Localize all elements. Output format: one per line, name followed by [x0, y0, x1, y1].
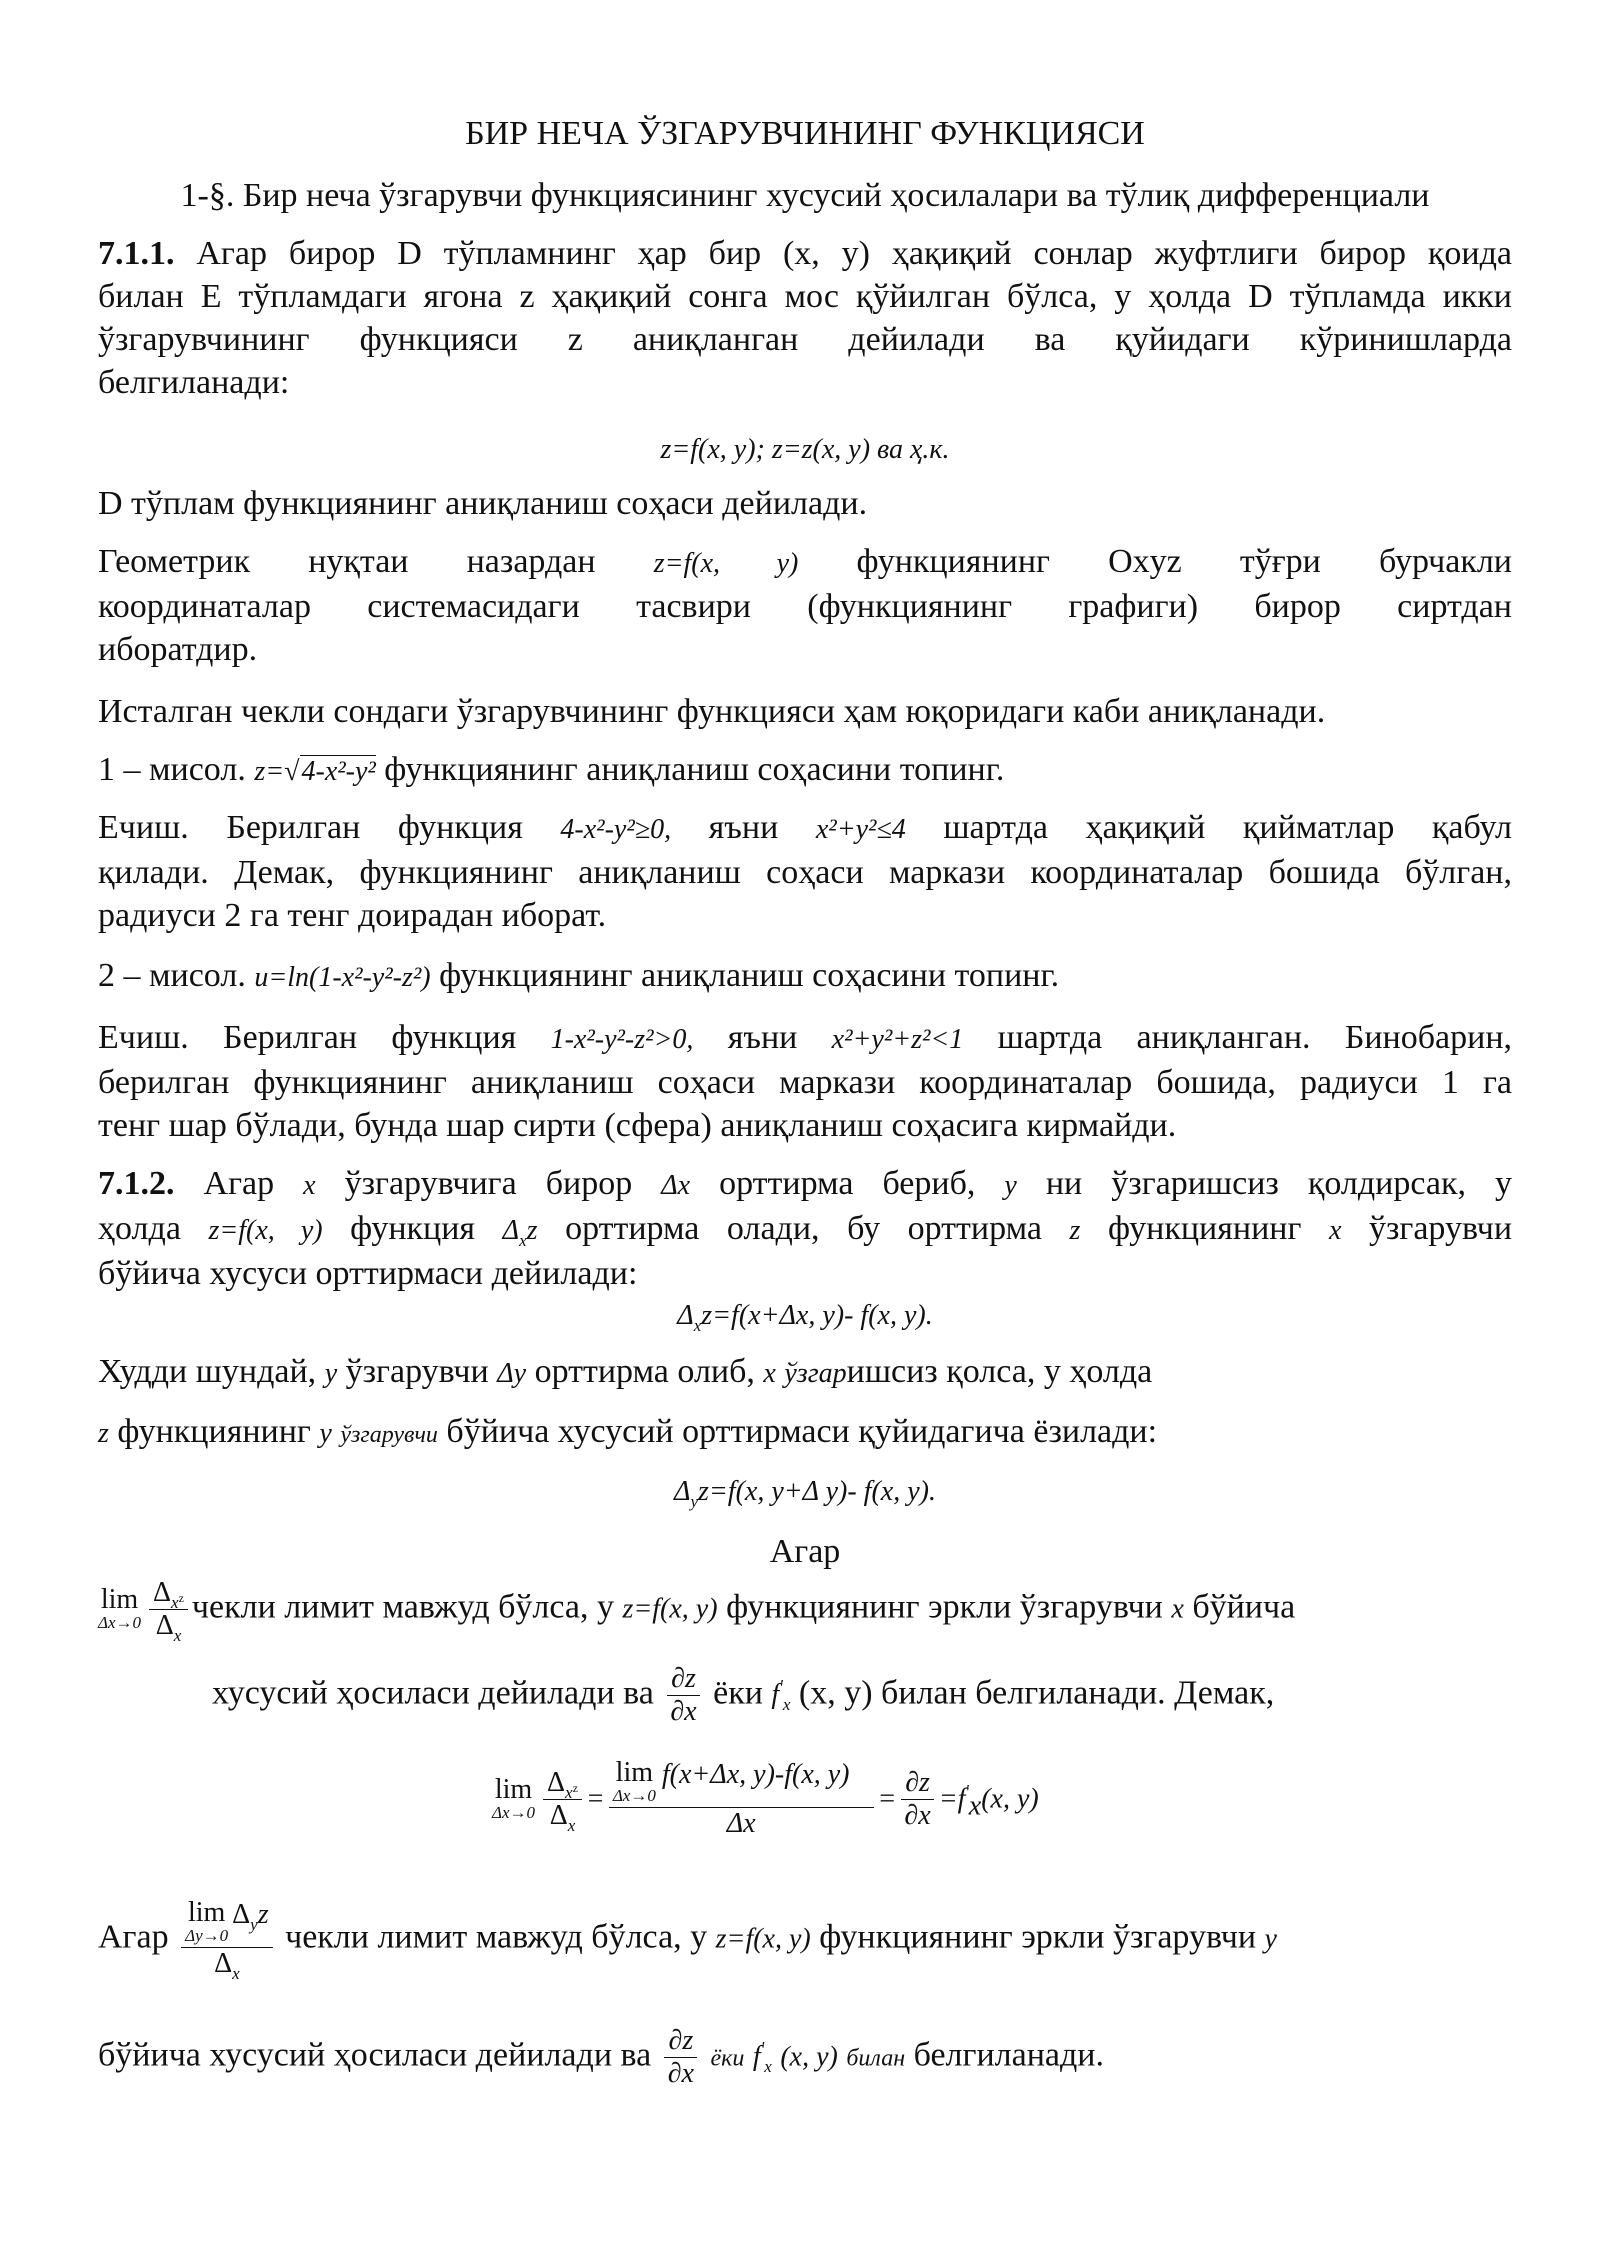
ex2-formula: u=ln(1-x²-y²-z²): [254, 962, 431, 993]
partial-frac-1: [666, 1664, 700, 1727]
p712-number: 7.1.2.: [98, 1165, 175, 1202]
last-a: чекли лимит мавжуд бўлса, у: [285, 1918, 708, 1956]
geom-line1: [98, 540, 1512, 585]
p712-l2b: функция: [350, 1210, 476, 1247]
formula-function-notation: [98, 426, 1512, 471]
lim-frac-y-den: $\Delta_x$: [214, 1948, 240, 1983]
sol2-f1: 1-x²-y²-z²>0,: [550, 1024, 694, 1055]
p712-delta: Δ: [502, 1215, 520, 1246]
sol2-line1: [98, 1016, 1512, 1061]
rhs-f: =f: [938, 1783, 966, 1815]
sqrt-sign: √: [284, 756, 300, 787]
solution-2: [98, 1016, 1512, 1147]
lim-y-delta: $\Delta_yz$: [232, 1899, 269, 1934]
formula-partial-increment-y: [98, 1468, 1512, 1513]
frac1-den: $\Delta_x$: [155, 1610, 182, 1645]
lim-sub-1: Δx→0: [98, 1612, 142, 1632]
p712-l2d: функциянинг: [1107, 1210, 1302, 1247]
last-agar: Агар: [98, 1918, 169, 1956]
lim-frac-y: [181, 1897, 273, 1983]
chapter-title: БИР НЕЧА ЎЗГАРУВЧИНИНГ ФУНКЦИЯСИ: [465, 115, 1145, 152]
fx-prime-2: $f'_x$: [752, 2038, 772, 2077]
lim-c: бўйича: [1192, 1588, 1296, 1626]
lim-f: z=f(x, y): [622, 1593, 718, 1625]
lim-word-1: lim: [100, 1583, 139, 1615]
sim-l2-z: z: [98, 1418, 109, 1449]
p712-y: y: [1004, 1170, 1017, 1201]
delta-y: Δ: [232, 1899, 251, 1930]
lim-l2b: ёки: [713, 1674, 763, 1712]
eq-2: =: [877, 1783, 897, 1815]
lim-block-3: [612, 1757, 656, 1806]
agar-center: Агар: [769, 1533, 841, 1570]
sol1-a: Ечиш. Берилган функция: [98, 809, 523, 846]
lim-block-1: [98, 1583, 142, 1633]
sim-l2a: функциянинг: [117, 1413, 311, 1450]
solution-1: [98, 806, 1512, 937]
sim-y: y: [324, 1358, 338, 1389]
section-heading: 1-§. Бир неча ўзгарувчи функциясининг хусусий ҳосилалари ва тўлиқ дифференциали: [180, 177, 1430, 214]
lim-l2a: хусусий ҳосиласи дейилади ва: [212, 1674, 654, 1712]
pf2-den: ∂x: [904, 1800, 931, 1831]
rhs-arg: (x, y): [981, 1783, 1039, 1815]
p711-text1: Агар бирор D тўпламнинг ҳар бир (x, y) ҳақиқий сонлар жуфтлиги бирор қоида: [196, 235, 1513, 272]
p712-l1c: орттирма бериб,: [719, 1165, 976, 1202]
last-l2a: бўйича хусусий ҳосиласи дейилади ва: [98, 2036, 652, 2074]
pf1-num: ∂z: [667, 1664, 700, 1696]
p712-dx: Δx: [661, 1170, 691, 1201]
lim-l2c: (x, y) билан белгиланади. Демак,: [798, 1674, 1275, 1712]
sol1-c: шартда ҳақиқий қийматлар қабул: [943, 809, 1512, 846]
rhs-sub: x: [968, 1790, 982, 1822]
lim-word-4: lim: [187, 1897, 226, 1928]
rhs-prime: ': [965, 1782, 969, 1800]
formula1-text: z=f(x, y); z=z(x, y) ва ҳ.к.: [660, 434, 950, 465]
f2-delta: $\Delta_x$: [677, 1300, 702, 1335]
p712-l1a: Агар: [203, 1165, 275, 1202]
p712-delta-sub: x: [519, 1231, 527, 1250]
p712-line3: бўйича хусуси орттирмаси дейилади:: [98, 1255, 638, 1292]
similar-line2: [98, 1410, 1512, 1457]
fx-prime: $f'_x$: [771, 1676, 791, 1715]
paragraph-7-1-2: [98, 1162, 1512, 1295]
geom-line3: иборатдир.: [98, 631, 258, 668]
example-1: [98, 748, 1512, 793]
lim-frac-1: [149, 1577, 188, 1645]
pf2-num: ∂z: [901, 1768, 934, 1800]
example-2: [98, 954, 1512, 999]
partial-y-line2: [98, 2026, 1512, 2089]
p712-delta-z: z: [526, 1215, 538, 1246]
sim-a: Худди шундай,: [98, 1353, 317, 1390]
sol2-a: Ечиш. Берилган функция: [98, 1019, 517, 1056]
last-y: y: [1264, 1923, 1277, 1955]
limit-definition-line2: [212, 1664, 1512, 1727]
last-b: функциянинг эркли ўзгарувчи: [819, 1918, 1257, 1956]
ex1-lhs: z=: [254, 756, 285, 787]
p711-line4: белгиланади:: [98, 364, 290, 401]
partial-frac-3: [664, 2026, 698, 2089]
paragraph-geometric: [98, 540, 1512, 671]
frac2-den: $\Delta_x$: [549, 1800, 576, 1835]
last-arg: (x, y): [780, 2041, 838, 2073]
sol2-b: яъни: [727, 1019, 798, 1056]
lim-sub-3: Δx→0: [612, 1786, 656, 1805]
frac2-num: $\Delta_{x^z}$: [543, 1768, 582, 1800]
last-eki: ёки: [710, 2045, 745, 2072]
sol1-f2: x²+y²≤4: [815, 814, 906, 845]
lim-frac-y-num: [181, 1897, 273, 1948]
sim-x: x: [763, 1358, 776, 1389]
lim-x: x: [1171, 1593, 1184, 1625]
sol1-line3: радиуси 2 га тенг доирадан иборат.: [98, 897, 607, 934]
lim-block-4: [185, 1897, 229, 1946]
formula2-text: z=f(x+Δx, y)- f(x, y).: [701, 1300, 933, 1331]
last-bilan: билан: [846, 2045, 906, 2072]
sim-dy: Δy: [497, 1358, 527, 1389]
sol2-c: шартда аниқланган. Бинобарин,: [997, 1019, 1513, 1056]
lim-sub-4: Δy→0: [185, 1926, 229, 1945]
lim-b: функциянинг эркли ўзгарувчи: [726, 1588, 1163, 1626]
p711-number: 7.1.1.: [98, 235, 175, 272]
pf3-den: ∂x: [667, 2058, 694, 2089]
partial-frac-2: [900, 1768, 934, 1831]
sol2-line3: тенг шар бўлади, бунда шар сирти (сфера) аниқланиш соҳасига кирмайди.: [98, 1107, 1177, 1144]
limit-definition-line1: [98, 1577, 1512, 1645]
ex2-text: функциянинг аниқланиш соҳасини топинг.: [439, 957, 1060, 994]
geom-text-a: Геометрик нуқтаи назардан: [98, 543, 596, 580]
sim-l2b: бўйича хусусий орттирмаси қуйидагича ёзилади:: [446, 1413, 1158, 1450]
big-num-text: f(x+Δx, y)-f(x, y): [661, 1759, 850, 1790]
ex1-label: 1 – мисол.: [98, 751, 246, 788]
p712-l2a: ҳолда: [98, 1210, 181, 1247]
big-frac-den: Δx: [726, 1808, 756, 1839]
eq-1: =: [585, 1783, 605, 1815]
formula-partial-increment-x: [98, 1292, 1512, 1337]
p712-line2: [98, 1207, 1512, 1252]
sol1-line1: [98, 806, 1512, 851]
sim-l2-it: ўзгарувчи: [340, 1422, 438, 1448]
p712-l2c: орттирма олади, бу орттирма: [565, 1210, 1042, 1247]
geom-formula: z=f(x, y): [653, 548, 799, 579]
geom-text-b: функциянинг Oxyz тўғри бурчакли: [856, 543, 1513, 580]
sol1-line2: қилади. Демак, функциянинг аниқланиш соҳаси маркази координаталар бошида бўлган,: [98, 854, 1512, 891]
ex1-text: функциянинг аниқланиш соҳасини топинг.: [384, 751, 1005, 788]
similar-line1: [98, 1350, 1512, 1395]
big-frac: [609, 1757, 874, 1839]
partial-y-line1: [98, 1897, 1512, 1983]
pf3-num: ∂z: [664, 2026, 697, 2058]
p712-x: x: [303, 1170, 316, 1201]
derivative-formula: [492, 1757, 1292, 1839]
p712-zf: z=f(x, y): [208, 1215, 323, 1246]
sim-b: ўзгарувчи: [345, 1353, 489, 1390]
p712-l2e: ўзгарувчи: [1368, 1210, 1513, 1247]
lim-sub-2: Δx→0: [492, 1802, 536, 1822]
p712-l1b: ўзгарувчига бирор: [344, 1165, 633, 1202]
sim-d: ишсиз қолса, у ҳолда: [846, 1353, 1153, 1390]
p712-l1d: ни ўзгаришсиз қолдирсак, у: [1045, 1165, 1512, 1202]
sol2-line2: берилган функциянинг аниқланиш соҳаси маркази координаталар бошида, радиуси 1 га: [98, 1064, 1512, 1101]
f3-delta: $\Delta_y$: [674, 1476, 699, 1511]
geom-line2: координаталар системасидаги тасвири (функциянинг графиги) бирор сиртдан: [98, 588, 1512, 625]
p712-x2: x: [1328, 1215, 1342, 1246]
any-variables-text: Исталган чекли сондаги ўзгарувчининг функцияси ҳам юқоридаги каби аниқланади.: [98, 693, 1326, 730]
sol2-f2: x²+y²+z²<1: [831, 1024, 964, 1055]
sim-d-it: ўзгар: [784, 1358, 847, 1389]
lim-block-2: [492, 1773, 536, 1823]
domain-definition: D тўплам функциянинг аниқланиш соҳаси дейилади.: [98, 485, 868, 522]
ex1-radicand: 4-x²-y²: [301, 756, 376, 787]
last-f: z=f(x, y): [715, 1923, 811, 1955]
p712-z: z: [1069, 1215, 1081, 1246]
p711-line1: [98, 232, 1512, 275]
p712-dxz: [502, 1215, 538, 1250]
big-frac-num: [609, 1757, 874, 1808]
last-l2b: белгиланади.: [913, 2036, 1104, 2074]
paragraph-7-1-1: [98, 232, 1512, 404]
sim-c: орттирма олиб,: [534, 1353, 755, 1390]
formula3-text: z=f(x, y+Δ y)- f(x, y).: [698, 1476, 936, 1507]
lim-frac-2: [543, 1767, 582, 1835]
pf1-den: ∂x: [670, 1696, 697, 1727]
lim-word-2: lim: [494, 1773, 533, 1805]
p711-line2: билан E тўпламдаги ягона z ҳақиқий сонга мос қўйилган бўлса, у ҳолда D тўпламда икки: [98, 278, 1512, 315]
lim-word-3: lim: [615, 1757, 654, 1788]
sol1-f1: 4-x²-y²≥0,: [560, 814, 672, 845]
sol1-b: яъни: [708, 809, 779, 846]
p712-line1: [98, 1162, 1512, 1207]
sim-l2-y: y: [319, 1418, 332, 1449]
ex2-label: 2 – мисол.: [98, 957, 246, 994]
frac1-num: $\Delta_{x^z}$: [149, 1578, 188, 1610]
lim-a: чекли лимит мавжуд бўлса, у: [191, 1588, 614, 1626]
p711-line3: ўзгарувчининг функцияси z аниқланган дейилади ва қуйидаги кўринишларда: [98, 321, 1512, 358]
